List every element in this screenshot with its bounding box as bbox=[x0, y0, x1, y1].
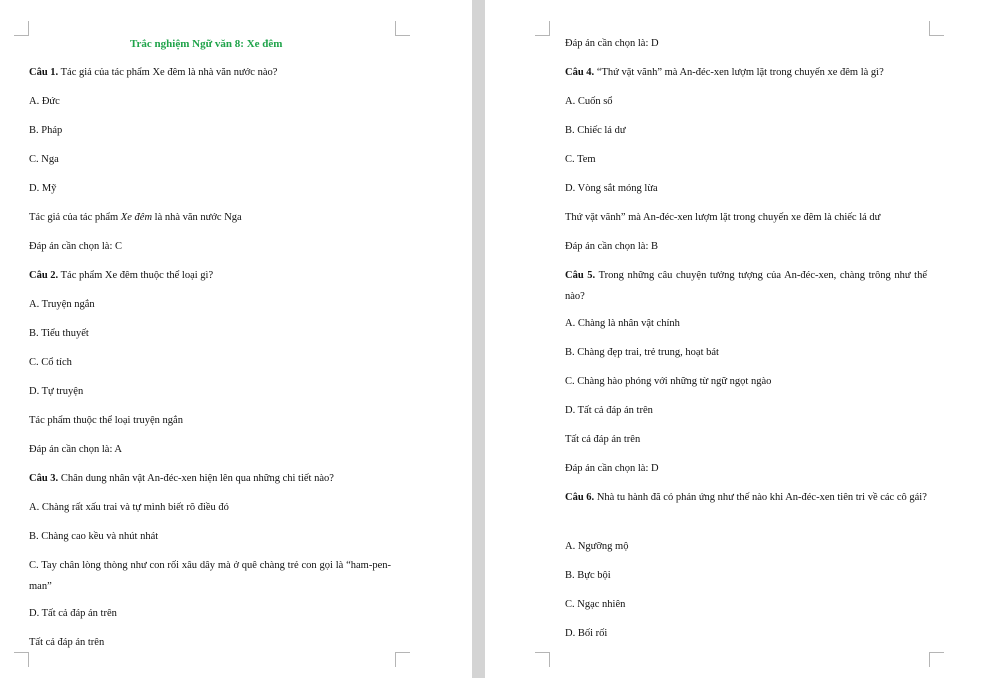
answer-option: B. Chàng cao kều và nhút nhát bbox=[29, 531, 159, 542]
answer-option: C. Tay chân lòng thòng như con rối xâu dây mà ở quê chàng trẻ con gọi là “ham-pen-man” bbox=[29, 560, 391, 592]
margin-corner-marker bbox=[395, 21, 410, 36]
answer-option: A. Truyện ngắn bbox=[29, 299, 95, 310]
answer-option: C. Chàng hào phóng với những từ ngữ ngọt ngào bbox=[565, 376, 772, 387]
explanation-text: Tác phẩm thuộc thể loại truyện ngắn bbox=[29, 415, 183, 426]
answer-option: A. Chàng rất xấu trai và tự mình biết rõ điều đó bbox=[29, 502, 229, 513]
answer-option: A. Ngưỡng mộ bbox=[565, 541, 629, 552]
margin-corner-marker bbox=[535, 652, 550, 667]
document-page-right bbox=[485, 0, 995, 678]
answer-option: B. Pháp bbox=[29, 125, 63, 136]
answer-key: Đáp án cần chọn là: C bbox=[29, 241, 123, 252]
answer-option: C. Cổ tích bbox=[29, 357, 72, 368]
answer-option: A. Cuốn sổ bbox=[565, 96, 613, 107]
explanation-text: Tất cả đáp án trên bbox=[29, 637, 105, 648]
answer-option: A. Chàng là nhân vật chính bbox=[565, 318, 680, 329]
answer-option: C. Ngạc nhiên bbox=[565, 599, 626, 610]
answer-key: Đáp án cần chọn là: D bbox=[565, 38, 659, 49]
document-page-left bbox=[0, 0, 472, 678]
answer-key: Đáp án cần chọn là: D bbox=[565, 463, 659, 474]
answer-option: B. Bực bội bbox=[565, 570, 611, 581]
explanation-text: Thứ vặt vãnh” mà An-đéc-xen lượm lặt trong chuyến xe đêm là chiếc lá dư bbox=[565, 212, 881, 223]
question-6: Câu 6. Nhà tu hành đã có phản ứng như thế nào khi An-đéc-xen tiên tri về các cô gái? bbox=[565, 492, 927, 503]
document-title: Trắc nghiệm Ngữ văn 8: Xe đêm bbox=[130, 38, 283, 50]
answer-option: D. Vòng sắt móng lừa bbox=[565, 183, 658, 194]
explanation-text: Tất cả đáp án trên bbox=[565, 434, 641, 445]
margin-corner-marker bbox=[14, 21, 29, 36]
page-gap bbox=[472, 0, 485, 678]
answer-option: D. Mỹ bbox=[29, 183, 57, 194]
margin-corner-marker bbox=[14, 652, 29, 667]
answer-key: Đáp án cần chọn là: B bbox=[565, 241, 659, 252]
answer-option: C. Tem bbox=[565, 154, 596, 165]
answer-option: B. Tiểu thuyết bbox=[29, 328, 89, 339]
answer-option: D. Bối rối bbox=[565, 628, 608, 639]
margin-corner-marker bbox=[395, 652, 410, 667]
answer-option: D. Tất cả đáp án trên bbox=[565, 405, 653, 416]
margin-corner-marker bbox=[929, 21, 944, 36]
answer-option: D. Tất cả đáp án trên bbox=[29, 608, 117, 619]
answer-option: D. Tự truyện bbox=[29, 386, 84, 397]
explanation-text: Tác giả của tác phẩm Xe đêm là nhà văn nước Nga bbox=[29, 212, 242, 223]
question-5: Câu 5. Trong những câu chuyện tưởng tượng của An-đéc-xen, chàng trông như thế nào? bbox=[565, 270, 927, 302]
answer-option: B. Chàng đẹp trai, trẻ trung, hoạt bát bbox=[565, 347, 719, 358]
question-4: Câu 4. “Thứ vặt vãnh” mà An-đéc-xen lượm lặt trong chuyến xe đêm là gì? bbox=[565, 67, 884, 78]
margin-corner-marker bbox=[535, 21, 550, 36]
question-3: Câu 3. Chân dung nhân vật An-đéc-xen hiện lên qua những chi tiết nào? bbox=[29, 473, 334, 484]
question-1: Câu 1. Tác giả của tác phẩm Xe đêm là nhà văn nước nào? bbox=[29, 67, 278, 78]
question-2: Câu 2. Tác phẩm Xe đêm thuộc thể loại gì? bbox=[29, 270, 214, 281]
answer-option: A. Đức bbox=[29, 96, 60, 107]
margin-corner-marker bbox=[929, 652, 944, 667]
answer-option: C. Nga bbox=[29, 154, 59, 165]
answer-option: B. Chiếc lá dư bbox=[565, 125, 626, 136]
answer-key: Đáp án cần chọn là: A bbox=[29, 444, 123, 455]
